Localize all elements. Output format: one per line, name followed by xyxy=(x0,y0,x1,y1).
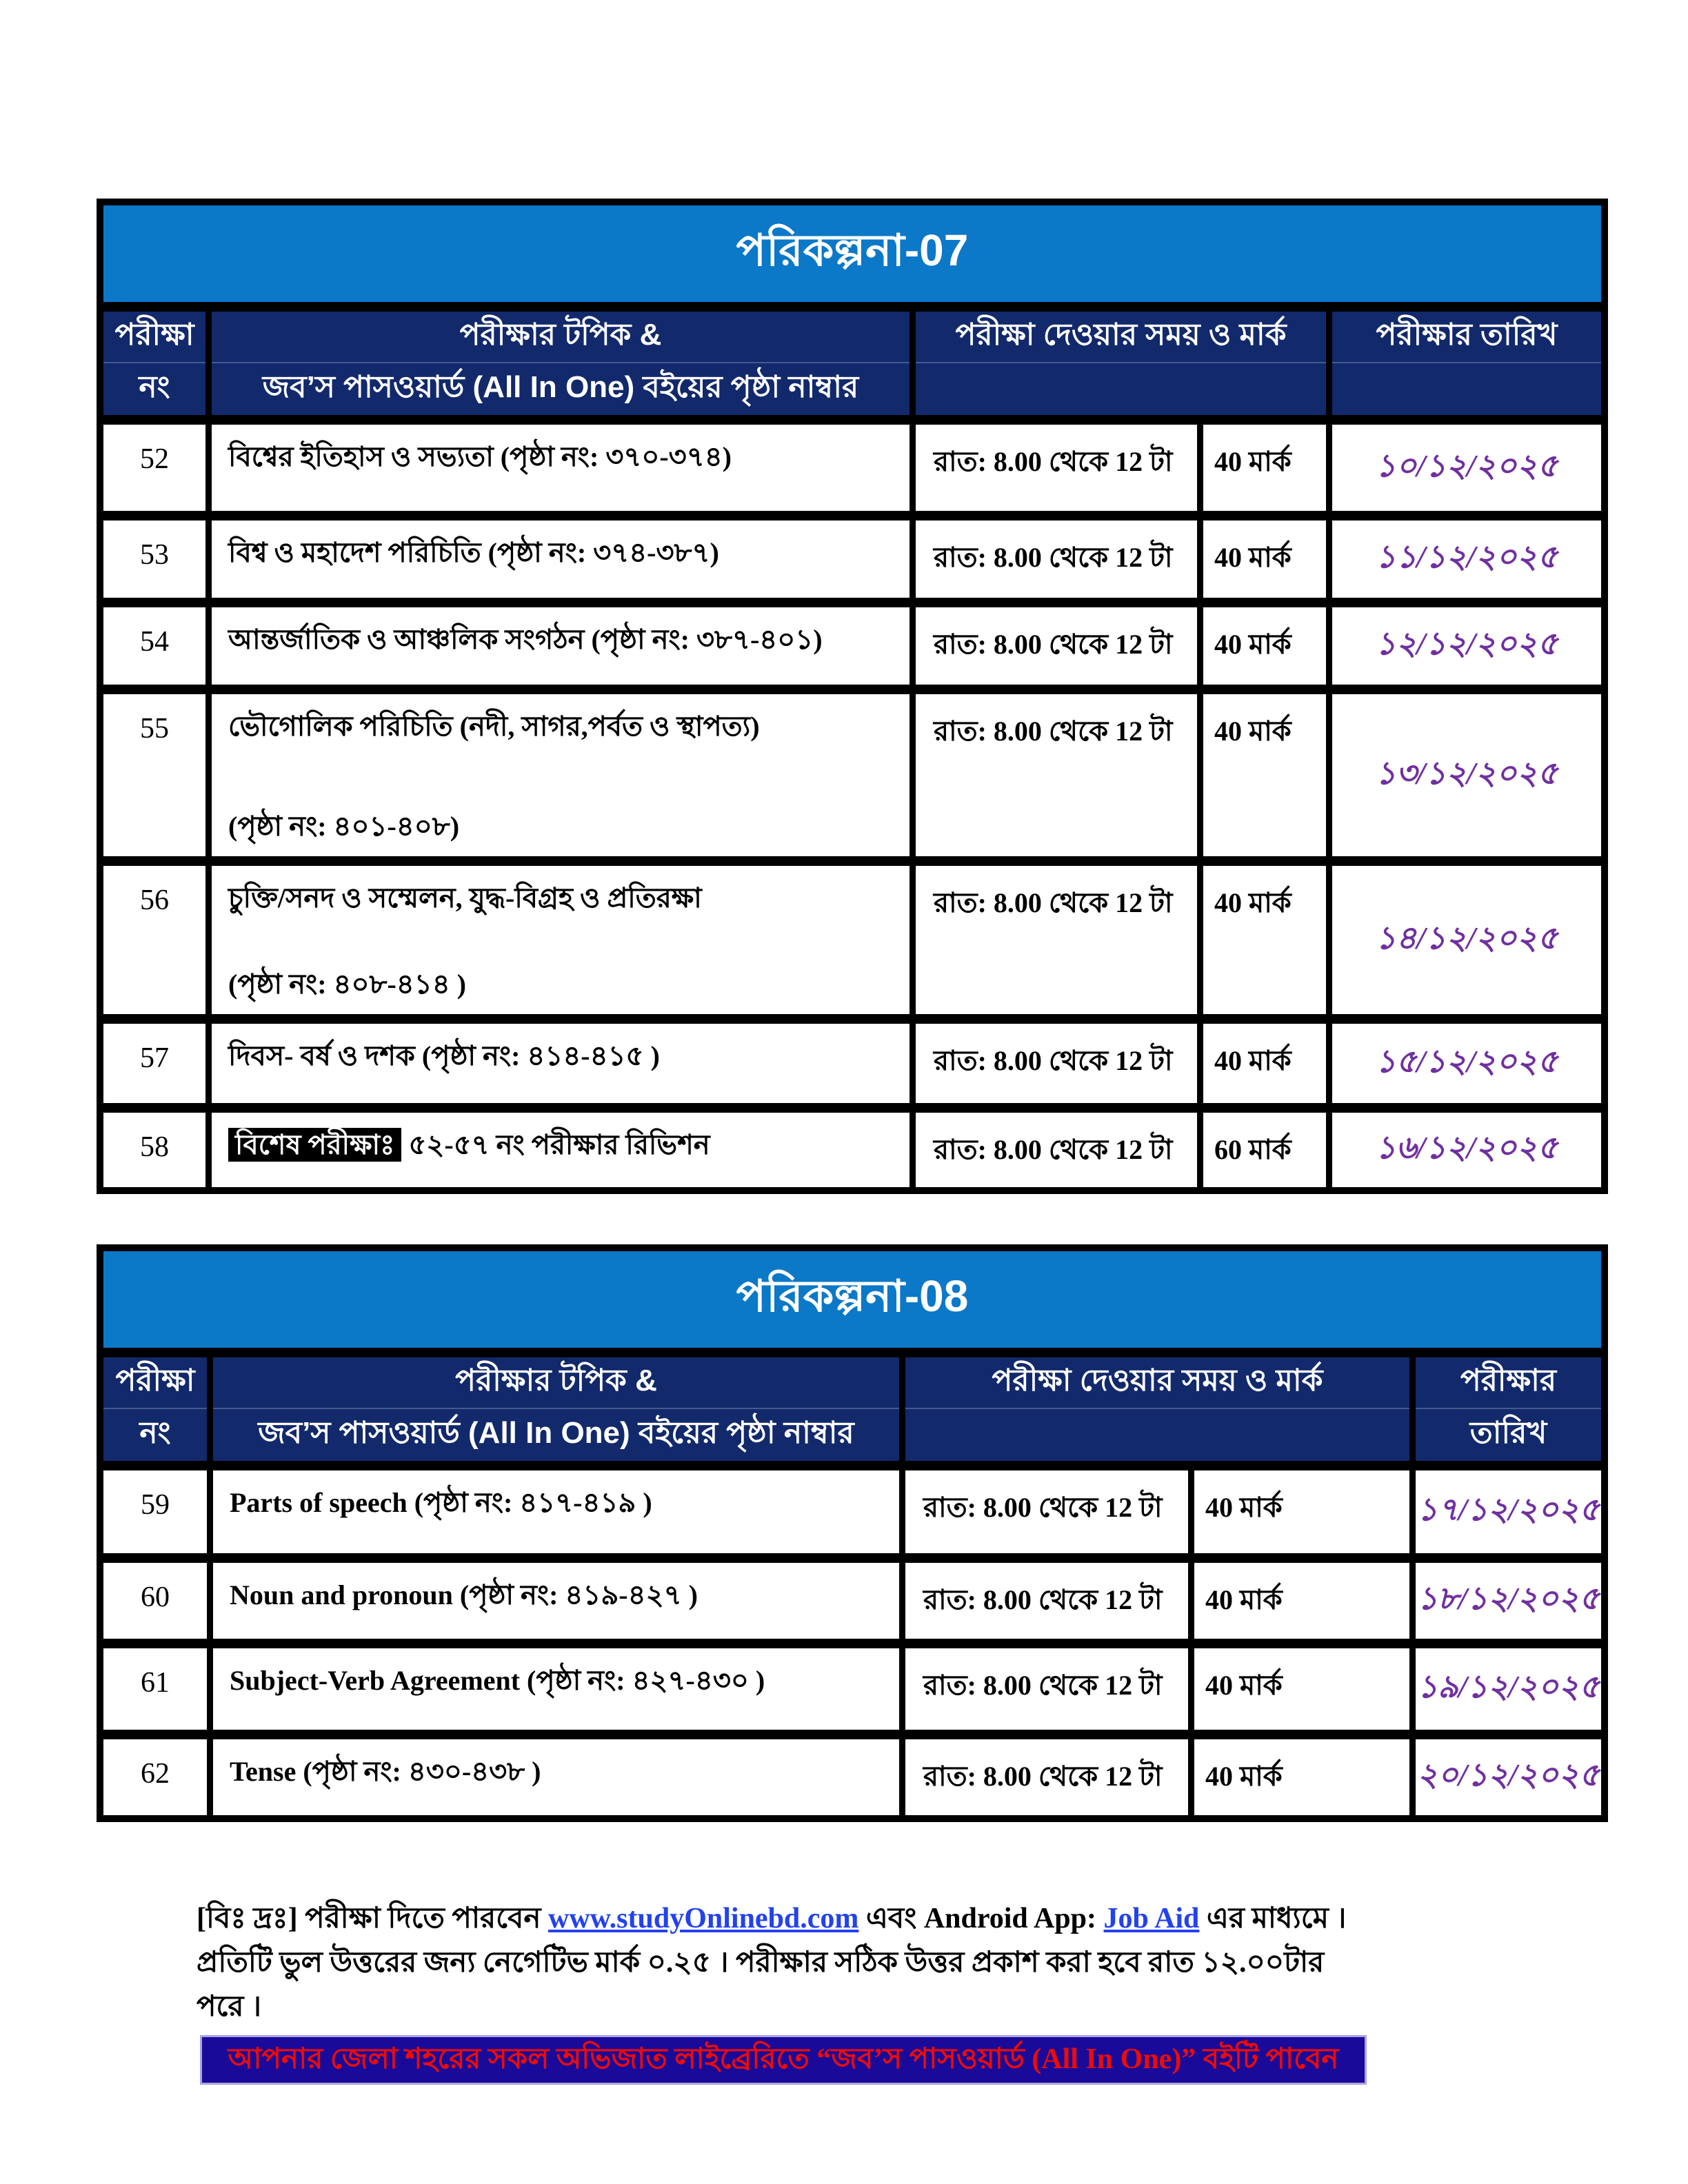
exam-date: ১১/১২/২০২৫ xyxy=(1332,520,1601,598)
exam-marks: 40 মার্ক xyxy=(1194,1563,1409,1639)
exam-time: রাত: 8.00 থেকে 12 টা xyxy=(916,607,1197,685)
plan-07-title: পরিকল্পনা-07 xyxy=(103,205,1601,302)
exam-no: 52 xyxy=(103,425,205,511)
exam-date: ১২/১২/২০২৫ xyxy=(1332,607,1601,685)
exam-no: 60 xyxy=(103,1563,207,1639)
exam-time: রাত: 8.00 থেকে 12 টা xyxy=(916,1024,1197,1103)
exam-no: 55 xyxy=(103,694,205,856)
exam-time: রাত: 8.00 থেকে 12 টা xyxy=(916,694,1197,856)
topic-line1: চুক্তি/সনদ ও সম্মেলন, যুদ্ধ-বিগ্রহ ও প্রতিরক্ষা xyxy=(228,882,702,913)
exam-time: রাত: 8.00 থেকে 12 টা xyxy=(905,1648,1188,1730)
special-exam-highlight: বিশেষ পরীক্ষাঃ xyxy=(228,1128,401,1162)
exam-topic xyxy=(212,694,910,856)
exam-marks: 40 মার্ক xyxy=(1203,866,1326,1014)
exam-no: 61 xyxy=(103,1648,207,1730)
exam-no: 59 xyxy=(103,1470,207,1553)
header-exam-no: পরীক্ষা নং xyxy=(103,312,205,415)
plan-07-grid xyxy=(103,312,1601,1187)
study-online-link[interactable]: www.studyOnlinebd.com xyxy=(547,1903,859,1934)
exam-topic xyxy=(213,1739,899,1815)
exam-topic xyxy=(213,1563,899,1639)
exam-topic xyxy=(212,520,910,598)
job-aid-link[interactable]: Job Aid xyxy=(1103,1903,1200,1934)
exam-time: রাত: 8.00 থেকে 12 টা xyxy=(916,520,1197,598)
exam-topic xyxy=(212,866,910,1014)
exam-time: রাত: 8.00 থেকে 12 টা xyxy=(905,1739,1188,1815)
header-time-marks: পরীক্ষা দেওয়ার সময় ও মার্ক xyxy=(916,312,1326,415)
exam-time: রাত: 8.00 থেকে 12 টা xyxy=(905,1470,1188,1553)
exam-marks: 60 মার্ক xyxy=(1203,1113,1326,1187)
exam-topic xyxy=(212,425,910,511)
exam-marks: 40 মার্ক xyxy=(1203,425,1326,511)
footer-note xyxy=(197,1897,1534,2029)
plan-08-title: পরিকল্পনা-08 xyxy=(103,1251,1601,1348)
exam-date: ১৫/১২/২০২৫ xyxy=(1332,1024,1601,1103)
exam-no: 54 xyxy=(103,607,205,685)
note-line-2: প্রতিটি ভুল উত্তরের জন্য নেগেটিভ মার্ক ০.২৫ । পরীক্ষার সঠিক উত্তর প্রকাশ করা হবে রাত ১২.০০টার xyxy=(197,1946,1325,1979)
exam-no: 56 xyxy=(103,866,205,1014)
header-time-marks: পরীক্ষা দেওয়ার সময় ও মার্ক xyxy=(905,1357,1409,1461)
exam-no: 58 xyxy=(103,1113,205,1187)
topic-line1: ভৌগোলিক পরিচিতি (নদী, সাগর,পর্বত ও স্থাপত্য) xyxy=(228,711,760,742)
exam-time: রাত: 8.00 থেকে 12 টা xyxy=(916,866,1197,1014)
plan-07-table xyxy=(97,199,1608,1194)
header-topic: পরীক্ষার টপিক & জব’স পাসওয়ার্ড (All In One) বইয়ের পৃষ্ঠা নাম্বার xyxy=(213,1357,899,1461)
header-topic: পরীক্ষার টপিক & জব’স পাসওয়ার্ড (All In One) বইয়ের পৃষ্ঠা নাম্বার xyxy=(212,312,910,415)
topic-line1: আন্তর্জাতিক ও আঞ্চলিক সংগঠন (পৃষ্ঠা নং: ৩৮৭-৪০১) xyxy=(228,624,823,655)
exam-date: ১৮/১২/২০২৫ xyxy=(1416,1563,1601,1639)
exam-date: ১০/১২/২০২৫ xyxy=(1332,425,1601,511)
note-text-1: পরীক্ষা দিতে পারবেন xyxy=(297,1903,548,1934)
topic-line1: বিশ্বের ইতিহাস ও সভ্যতা (পৃষ্ঠা নং: ৩৭০-৩৭৪) xyxy=(228,441,732,472)
exam-no: 62 xyxy=(103,1739,207,1815)
note-text-2: এবং Android App: xyxy=(858,1903,1104,1934)
topic-line1: Tense (পৃষ্ঠা নং: ৪৩০-৪৩৮ ) xyxy=(230,1756,541,1787)
topic-line1: Noun and pronoun (পৃষ্ঠা নং: ৪১৯-৪২৭ ) xyxy=(230,1579,698,1610)
note-line-3: পরে । xyxy=(197,1990,262,2023)
exam-no: 53 xyxy=(103,520,205,598)
exam-date: ১৬/১২/২০২৫ xyxy=(1332,1113,1601,1187)
topic-line1: বিশ্ব ও মহাদেশ পরিচিতি (পৃষ্ঠা নং: ৩৭৪-৩৮৭) xyxy=(228,537,719,568)
topic-line1 xyxy=(228,1128,710,1162)
exam-marks: 40 মার্ক xyxy=(1203,1024,1326,1103)
exam-date: ২০/১২/২০২৫ xyxy=(1416,1739,1601,1815)
plan-08-grid xyxy=(103,1357,1601,1815)
exam-date: ১৯/১২/২০২৫ xyxy=(1416,1648,1601,1730)
exam-marks: 40 মার্ক xyxy=(1194,1648,1409,1730)
exam-marks: 40 মার্ক xyxy=(1203,520,1326,598)
exam-topic xyxy=(213,1470,899,1553)
exam-marks: 40 মার্ক xyxy=(1194,1739,1409,1815)
topic-line2: (পৃষ্ঠা নং: ৪০৮-৪১৪ ) xyxy=(228,969,466,1000)
exam-marks: 40 মার্ক xyxy=(1194,1470,1409,1553)
exam-time: রাত: 8.00 থেকে 12 টা xyxy=(905,1563,1188,1639)
note-prefix: [বিঃ দ্রঃ] xyxy=(197,1903,298,1934)
exam-topic xyxy=(212,1024,910,1103)
exam-topic xyxy=(212,1113,910,1187)
topic-line2: (পৃষ্ঠা নং: ৪০১-৪০৮) xyxy=(228,811,460,842)
topic-line1: Subject-Verb Agreement (পৃষ্ঠা নং: ৪২৭-৪৩০ ) xyxy=(230,1665,765,1696)
exam-time: রাত: 8.00 থেকে 12 টা xyxy=(916,425,1197,511)
exam-date: ১৭/১২/২০২৫ xyxy=(1416,1470,1601,1553)
exam-date: ১৩/১২/২০২৫ xyxy=(1332,694,1601,856)
topic-line1: Parts of speech (পৃষ্ঠা নং: ৪১৭-৪১৯ ) xyxy=(230,1487,652,1518)
exam-date: ১৪/১২/২০২৫ xyxy=(1332,866,1601,1014)
header-date: পরীক্ষার তারিখ xyxy=(1332,312,1601,415)
topic-line1: দিবস- বর্ষ ও দশক (পৃষ্ঠা নং: ৪১৪-৪১৫ ) xyxy=(228,1040,660,1071)
exam-time: রাত: 8.00 থেকে 12 টা xyxy=(916,1113,1197,1187)
exam-no: 57 xyxy=(103,1024,205,1103)
book-promo-banner: আপনার জেলা শহরের সকল অভিজাত লাইব্রেরিতে “জব’স পাসওয়ার্ড (All In One)” বইটি পাবেন xyxy=(200,2035,1367,2085)
exam-topic xyxy=(213,1648,899,1730)
exam-marks: 40 মার্ক xyxy=(1203,607,1326,685)
plan-08-table xyxy=(97,1244,1608,1822)
note-text-3: এর মাধ্যমে । xyxy=(1199,1903,1347,1934)
exam-topic xyxy=(212,607,910,685)
header-date: পরীক্ষার তারিখ xyxy=(1416,1357,1601,1461)
special-exam-text: ৫২-৫৭ নং পরীক্ষার রিভিশন xyxy=(401,1129,710,1160)
exam-marks: 40 মার্ক xyxy=(1203,694,1326,856)
header-exam-no: পরীক্ষা নং xyxy=(103,1357,207,1461)
